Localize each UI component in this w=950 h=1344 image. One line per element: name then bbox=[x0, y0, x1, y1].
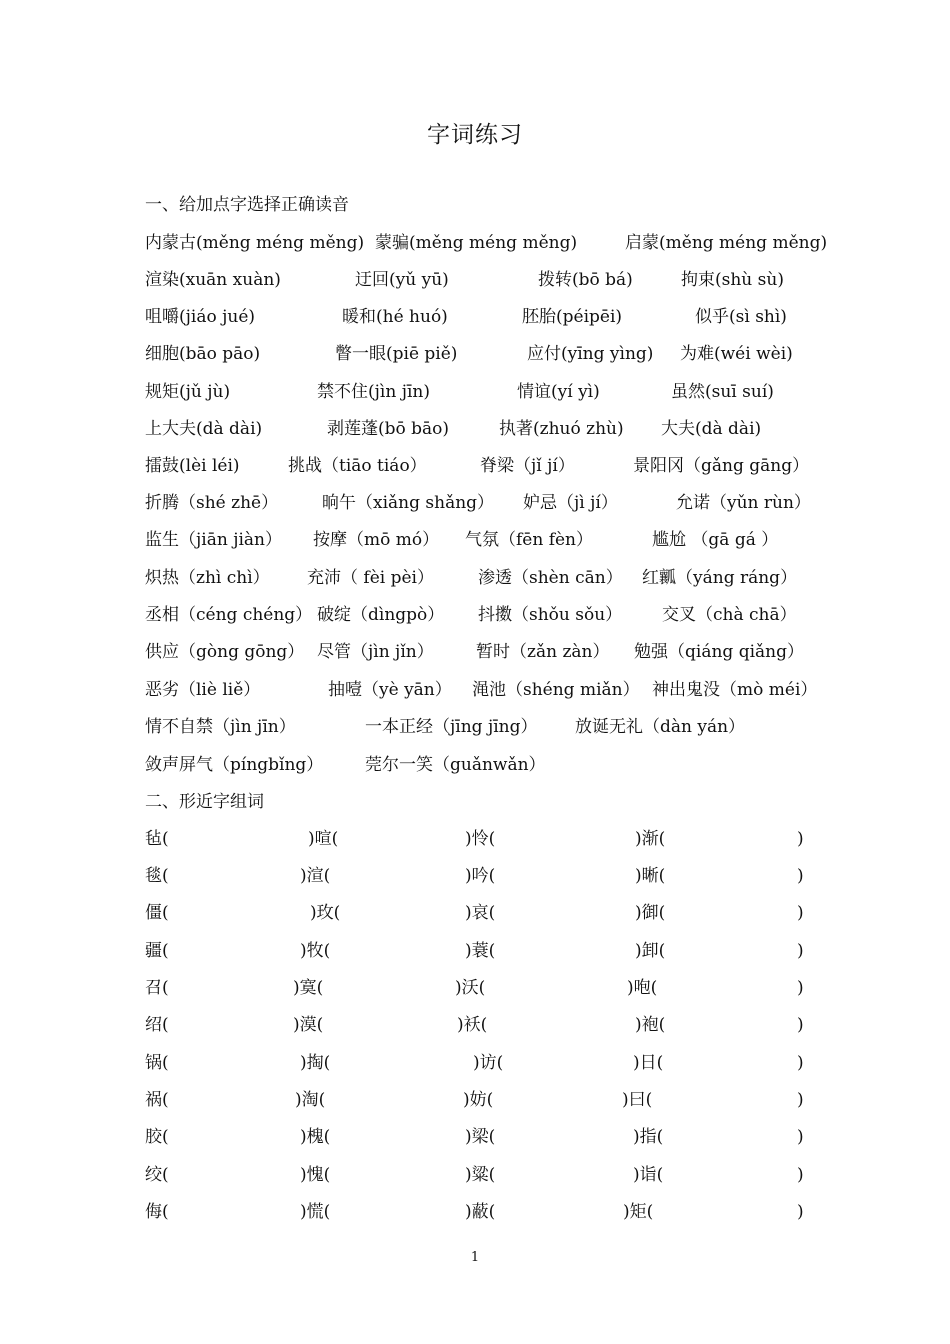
pinyin-item: 放诞无礼（dàn yán） bbox=[575, 717, 746, 737]
word-char: )诣( bbox=[633, 1165, 664, 1185]
word-char: ) bbox=[797, 1127, 804, 1147]
word-char: )指( bbox=[633, 1127, 664, 1147]
word-char: )渲( bbox=[300, 866, 331, 886]
pinyin-item: 炽热（zhì chì） bbox=[145, 568, 270, 588]
pinyin-item: 抽噎（yè yān） bbox=[328, 680, 452, 700]
pinyin-item: 启蒙(měng méng měng) bbox=[625, 233, 828, 253]
word-char: )怜( bbox=[465, 829, 496, 849]
word-char: 祸( bbox=[145, 1090, 169, 1110]
word-char: )玫( bbox=[310, 903, 341, 923]
word-char: )寞( bbox=[293, 978, 324, 998]
word-char: ) bbox=[797, 1165, 804, 1185]
pinyin-item: 敛声屏气（píngbǐng） bbox=[145, 755, 324, 775]
pinyin-item: 神出鬼没（mò méi） bbox=[652, 680, 818, 700]
pinyin-item: 莞尔一笑（guǎnwǎn） bbox=[365, 755, 546, 775]
word-char: )妨( bbox=[463, 1090, 494, 1110]
word-char: )淘( bbox=[295, 1090, 326, 1110]
pinyin-item: 按摩（mō mó） bbox=[313, 530, 440, 550]
word-char: )袄( bbox=[457, 1015, 488, 1035]
pinyin-item: 胚胎(péipēi) bbox=[522, 307, 623, 327]
pinyin-item: 暂时（zǎn zàn） bbox=[476, 642, 610, 662]
word-char: 锅( bbox=[145, 1053, 169, 1073]
pinyin-item: 渗透（shèn cān） bbox=[478, 568, 623, 588]
word-char: 僵( bbox=[145, 903, 169, 923]
pinyin-item: 擂鼓(lèi léi) bbox=[145, 456, 240, 476]
word-char: )沃( bbox=[455, 978, 486, 998]
pinyin-item: 破绽（dìngpò） bbox=[317, 605, 445, 625]
pinyin-item: 禁不住(jìn jīn) bbox=[317, 382, 430, 402]
pinyin-item: 拘束(shù sù) bbox=[681, 270, 784, 290]
pinyin-item: 瞥一眼(piē piě) bbox=[335, 344, 458, 364]
pinyin-item: 暖和(hé huó) bbox=[342, 307, 448, 327]
pinyin-item: 晌午（xiǎng shǎng） bbox=[322, 493, 495, 513]
word-char: 毯( bbox=[145, 866, 169, 886]
word-char: )漠( bbox=[293, 1015, 324, 1035]
word-char: ) bbox=[797, 903, 804, 923]
word-char: )晰( bbox=[635, 866, 666, 886]
pinyin-item: 挑战（tiāo tiáo） bbox=[288, 456, 427, 476]
pinyin-item: 上大夫(dà dài) bbox=[145, 419, 263, 439]
pinyin-item: 细胞(bāo pāo) bbox=[145, 344, 261, 364]
pinyin-item: 一本正经（jīng jīng） bbox=[365, 717, 538, 737]
word-char: )矩( bbox=[623, 1202, 654, 1222]
page-title: 字词练习 bbox=[427, 122, 523, 148]
word-char: ) bbox=[797, 1090, 804, 1110]
pinyin-item: 景阳冈（gǎng gāng） bbox=[633, 456, 810, 476]
word-char: )喧( bbox=[308, 829, 339, 849]
pinyin-item: 抖擞（shǒu sǒu） bbox=[478, 605, 623, 625]
word-char: 毡( bbox=[145, 829, 169, 849]
pinyin-item: 充沛（ fèi pèi） bbox=[307, 568, 434, 588]
word-char: 绍( bbox=[145, 1015, 169, 1035]
pinyin-item: 情谊(yí yì) bbox=[517, 382, 600, 402]
word-char: )掏( bbox=[300, 1053, 331, 1073]
page-number: 1 bbox=[470, 1250, 480, 1265]
pinyin-item: 虽然(suī suí) bbox=[671, 382, 774, 402]
pinyin-item: 尴尬 （gā gá ） bbox=[652, 530, 779, 550]
pinyin-item: 恶劣（liè liě） bbox=[145, 680, 261, 700]
pinyin-item: 情不自禁（jìn jīn） bbox=[145, 717, 296, 737]
pinyin-item: 执著(zhuó zhù) bbox=[499, 419, 624, 439]
pinyin-item: 大夫(dà dài) bbox=[661, 419, 762, 439]
pinyin-item: 似乎(sì shì) bbox=[695, 307, 787, 327]
word-char: 侮( bbox=[145, 1202, 169, 1222]
pinyin-item: 渑池（shéng miǎn） bbox=[472, 680, 640, 700]
pinyin-item: 为难(wéi wèi) bbox=[680, 344, 793, 364]
word-char: ) bbox=[797, 1053, 804, 1073]
pinyin-item: 规矩(jǔ jù) bbox=[145, 382, 231, 402]
pinyin-item: 迂回(yǔ yū) bbox=[355, 270, 449, 290]
word-char: 召( bbox=[145, 978, 169, 998]
pinyin-item: 妒忌（jì jí） bbox=[523, 493, 618, 513]
word-char: 胶( bbox=[145, 1127, 169, 1147]
pinyin-item: 红瓤（yáng ráng） bbox=[642, 568, 798, 588]
word-char: ) bbox=[797, 978, 804, 998]
word-char: )访( bbox=[473, 1053, 504, 1073]
pinyin-item: 勉强（qiáng qiǎng） bbox=[634, 642, 804, 662]
word-char: )曰( bbox=[622, 1090, 653, 1110]
pinyin-item: 拨转(bō bá) bbox=[538, 270, 633, 290]
word-char: )御( bbox=[635, 903, 666, 923]
word-char: )吟( bbox=[465, 866, 496, 886]
word-char: )渐( bbox=[635, 829, 666, 849]
word-char: )慌( bbox=[300, 1202, 331, 1222]
pinyin-item: 渲染(xuān xuàn) bbox=[145, 270, 281, 290]
word-char: ) bbox=[797, 941, 804, 961]
word-char: )蔽( bbox=[465, 1202, 496, 1222]
pinyin-item: 允诺（yǔn rùn） bbox=[676, 493, 811, 513]
pinyin-item: 应付(yīng yìng) bbox=[527, 344, 654, 364]
pinyin-item: 脊梁（jǐ jí） bbox=[480, 456, 575, 476]
word-char: ) bbox=[797, 866, 804, 886]
pinyin-item: 折腾（shé zhē） bbox=[145, 493, 279, 513]
pinyin-item: 尽管（jìn jǐn） bbox=[317, 642, 434, 662]
word-char: )蓑( bbox=[465, 941, 496, 961]
pinyin-item: 蒙骗(měng méng měng) bbox=[375, 233, 578, 253]
word-char: ) bbox=[797, 1202, 804, 1222]
word-char: )槐( bbox=[300, 1127, 331, 1147]
word-char: )粱( bbox=[465, 1165, 496, 1185]
word-char: )牧( bbox=[300, 941, 331, 961]
pinyin-item: 丞相（céng chéng） bbox=[145, 605, 313, 625]
word-char: )日( bbox=[633, 1053, 664, 1073]
pinyin-item: 交叉（chà chā） bbox=[662, 605, 797, 625]
word-char: )卸( bbox=[635, 941, 666, 961]
pinyin-item: 供应（gòng gōng） bbox=[145, 642, 305, 662]
word-char: ) bbox=[797, 829, 804, 849]
pinyin-item: 监生（jiān jiàn） bbox=[145, 530, 282, 550]
word-char: )袍( bbox=[635, 1015, 666, 1035]
section1-heading: 一、给加点字选择正确读音 bbox=[145, 195, 349, 215]
pinyin-item: 内蒙古(měng méng měng) bbox=[145, 233, 365, 253]
pinyin-item: 剥莲蓬(bō bāo) bbox=[327, 419, 450, 439]
word-char: )咆( bbox=[627, 978, 658, 998]
word-char: )梁( bbox=[465, 1127, 496, 1147]
word-char: ) bbox=[797, 1015, 804, 1035]
word-char: )愧( bbox=[300, 1165, 331, 1185]
pinyin-item: 气氛（fēn fèn） bbox=[465, 530, 594, 550]
pinyin-item: 咀嚼(jiáo jué) bbox=[145, 307, 256, 327]
word-char: 绞( bbox=[145, 1165, 169, 1185]
word-char: 疆( bbox=[145, 941, 169, 961]
word-char: )哀( bbox=[465, 903, 496, 923]
section2-heading: 二、形近字组词 bbox=[145, 792, 264, 812]
